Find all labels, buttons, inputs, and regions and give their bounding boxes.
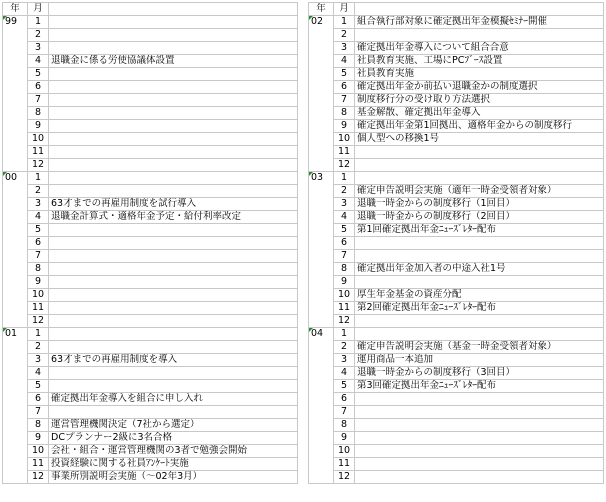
event-cell[interactable]: 第3回確定拠出年金ﾆｭｰｽﾞﾚﾀｰ配布 (355, 380, 604, 393)
month-cell[interactable]: 9 (28, 276, 49, 289)
table-row (3, 419, 298, 432)
year-cell[interactable]: 03 (309, 172, 334, 328)
table-row (3, 172, 298, 185)
table-row (309, 432, 604, 445)
month-cell[interactable]: 9 (28, 432, 49, 445)
event-cell[interactable]: 退職一時金からの制度移行（2回目） (355, 211, 604, 224)
year-cell[interactable]: 04 (309, 328, 334, 484)
event-cell[interactable] (49, 120, 298, 133)
table-row (3, 250, 298, 263)
event-cell[interactable]: 63才までの再雇用制度を試行導入 (49, 198, 298, 211)
event-cell[interactable] (49, 42, 298, 55)
table-row (309, 68, 604, 81)
table-row (309, 263, 604, 276)
month-cell[interactable]: 7 (334, 250, 355, 263)
event-cell[interactable] (49, 237, 298, 250)
table-row (3, 471, 298, 484)
event-cell[interactable]: 確定拠出年金導入について組合合意 (355, 42, 604, 55)
year-cell[interactable]: 01 (3, 328, 28, 484)
month-cell[interactable]: 2 (334, 29, 355, 42)
table-row (309, 354, 604, 367)
table-row (3, 16, 298, 29)
month-cell[interactable]: 2 (28, 341, 49, 354)
month-cell[interactable]: 11 (334, 458, 355, 471)
table-row (3, 432, 298, 445)
table-row (309, 185, 604, 198)
table-row (3, 146, 298, 159)
event-cell[interactable]: 退職一時金からの制度移行（1回目） (355, 198, 604, 211)
year-group (309, 16, 604, 172)
month-cell[interactable]: 6 (334, 81, 355, 94)
event-cell[interactable] (49, 276, 298, 289)
left-timeline-table (2, 2, 298, 484)
month-header: 月 (334, 3, 355, 16)
event-cell[interactable]: 社員教育実施、工場にPCﾌﾞｰｽ設置 (355, 55, 604, 68)
event-cell[interactable]: 投資経験に関する社員ｱﾝｹｰﾄ実施 (49, 458, 298, 471)
month-cell[interactable]: 5 (28, 68, 49, 81)
table-row (309, 107, 604, 120)
table-row (309, 458, 604, 471)
event-cell[interactable] (49, 367, 298, 380)
table-row (309, 120, 604, 133)
table-row (3, 380, 298, 393)
event-cell[interactable]: 運用商品一本追加 (355, 354, 604, 367)
table-row (309, 445, 604, 458)
event-cell[interactable]: 確定拠出年金導入を組合に申し入れ (49, 393, 298, 406)
month-cell[interactable]: 2 (28, 29, 49, 42)
table-row (309, 237, 604, 250)
month-cell[interactable]: 1 (334, 16, 355, 29)
month-cell[interactable]: 11 (28, 146, 49, 159)
month-cell[interactable]: 11 (28, 302, 49, 315)
table-row (309, 289, 604, 302)
event-cell[interactable] (49, 250, 298, 263)
event-cell[interactable]: 運営管理機関決定（7社から選定） (49, 419, 298, 432)
table-row (309, 341, 604, 354)
month-cell[interactable]: 6 (28, 81, 49, 94)
event-cell[interactable]: 制度移行分の受け取り方法選択 (355, 94, 604, 107)
event-cell[interactable]: 確定申告説明会実施（適年一時金受領者対象） (355, 185, 604, 198)
table-row (309, 367, 604, 380)
month-cell[interactable]: 9 (334, 276, 355, 289)
month-cell[interactable]: 3 (334, 198, 355, 211)
table-row (309, 393, 604, 406)
month-cell[interactable]: 3 (334, 42, 355, 55)
table-row (309, 198, 604, 211)
month-cell[interactable]: 5 (28, 224, 49, 237)
event-cell[interactable]: 基金解散、確定拠出年金導入 (355, 107, 604, 120)
month-cell[interactable]: 2 (28, 185, 49, 198)
month-cell[interactable]: 8 (334, 107, 355, 120)
event-cell[interactable] (355, 445, 604, 458)
month-cell[interactable]: 8 (28, 263, 49, 276)
year-cell[interactable]: 00 (3, 172, 28, 328)
event-header (49, 3, 298, 16)
month-cell[interactable]: 1 (28, 328, 49, 341)
month-cell[interactable]: 5 (334, 68, 355, 81)
event-cell[interactable]: 確定拠出年金第1回拠出、適格年金からの制度移行 (355, 120, 604, 133)
month-cell[interactable]: 7 (28, 94, 49, 107)
event-cell[interactable]: 確定申告説明会実施（基金一時金受領者対象） (355, 341, 604, 354)
event-cell[interactable] (49, 133, 298, 146)
month-cell[interactable]: 6 (334, 393, 355, 406)
month-cell[interactable]: 4 (28, 367, 49, 380)
event-cell[interactable] (49, 107, 298, 120)
month-cell[interactable]: 12 (334, 315, 355, 328)
event-cell[interactable] (49, 68, 298, 81)
table-row (3, 263, 298, 276)
month-cell[interactable]: 7 (28, 406, 49, 419)
event-cell[interactable] (355, 172, 604, 185)
month-cell[interactable]: 4 (28, 55, 49, 68)
event-cell[interactable] (355, 432, 604, 445)
event-cell[interactable]: 会社・組合・運営管理機関の3者で勉強会開始 (49, 445, 298, 458)
month-cell[interactable]: 3 (334, 354, 355, 367)
month-cell[interactable]: 10 (28, 445, 49, 458)
month-cell[interactable]: 11 (334, 302, 355, 315)
event-cell[interactable] (49, 328, 298, 341)
table-row (309, 250, 604, 263)
event-cell[interactable] (49, 159, 298, 172)
month-header: 月 (28, 3, 49, 16)
table-row (3, 367, 298, 380)
event-cell[interactable]: 退職一時金からの制度移行（3回目） (355, 367, 604, 380)
event-cell[interactable]: 第1回確定拠出年金ﾆｭｰｽﾞﾚﾀｰ配布 (355, 224, 604, 237)
event-cell[interactable] (49, 289, 298, 302)
table-row (3, 68, 298, 81)
table-row (309, 380, 604, 393)
year-cell[interactable]: 99 (3, 16, 28, 172)
table-row (3, 393, 298, 406)
event-cell[interactable] (49, 302, 298, 315)
event-cell[interactable] (355, 29, 604, 42)
month-cell[interactable]: 8 (334, 419, 355, 432)
table-row (309, 211, 604, 224)
event-cell[interactable] (49, 94, 298, 107)
table-row (3, 328, 298, 341)
month-cell[interactable]: 12 (334, 471, 355, 484)
month-cell[interactable]: 6 (28, 237, 49, 250)
month-cell[interactable]: 5 (334, 380, 355, 393)
table-row (309, 42, 604, 55)
table-row (309, 146, 604, 159)
month-cell[interactable]: 5 (28, 380, 49, 393)
table-row (309, 419, 604, 432)
year-header: 年 (309, 3, 334, 16)
month-cell[interactable]: 7 (28, 250, 49, 263)
event-cell[interactable]: 退職金に係る労使協議体設置 (49, 55, 298, 68)
month-cell[interactable]: 9 (334, 432, 355, 445)
month-cell[interactable]: 3 (28, 42, 49, 55)
table-row (309, 159, 604, 172)
table-row (309, 315, 604, 328)
table-row (309, 16, 604, 29)
table-row (3, 406, 298, 419)
table-row (3, 276, 298, 289)
table-row (3, 289, 298, 302)
month-cell[interactable]: 8 (334, 263, 355, 276)
month-cell[interactable]: 2 (334, 341, 355, 354)
month-cell[interactable]: 11 (334, 146, 355, 159)
table-row (309, 302, 604, 315)
month-cell[interactable]: 10 (334, 445, 355, 458)
month-cell[interactable]: 6 (334, 237, 355, 250)
table-row (3, 94, 298, 107)
table-row (309, 29, 604, 42)
event-cell[interactable] (355, 276, 604, 289)
month-cell[interactable]: 2 (334, 185, 355, 198)
table-row (3, 354, 298, 367)
event-cell[interactable] (49, 172, 298, 185)
event-cell[interactable] (49, 263, 298, 276)
event-cell[interactable]: 組合執行部対象に確定拠出年金模擬ｾﾐﾅｰ開催 (355, 16, 604, 29)
table-row (3, 211, 298, 224)
month-cell[interactable]: 10 (28, 289, 49, 302)
year-group (3, 172, 298, 328)
year-header: 年 (3, 3, 28, 16)
header-row (309, 3, 604, 16)
event-cell[interactable] (49, 146, 298, 159)
table-row (3, 198, 298, 211)
table-row (3, 159, 298, 172)
month-cell[interactable]: 8 (28, 107, 49, 120)
month-cell[interactable]: 10 (334, 133, 355, 146)
event-cell[interactable]: 確定拠出年金か前払い退職金かの制度選択 (355, 81, 604, 94)
event-cell[interactable]: 退職金計算式・適格年金予定・給付利率改定 (49, 211, 298, 224)
month-cell[interactable]: 12 (28, 315, 49, 328)
table-row (3, 55, 298, 68)
event-cell[interactable]: 個人型への移換1号 (355, 133, 604, 146)
month-cell[interactable]: 6 (28, 393, 49, 406)
table-row (3, 224, 298, 237)
event-cell[interactable]: 63才までの再雇用制度を導入 (49, 354, 298, 367)
month-cell[interactable]: 3 (28, 198, 49, 211)
month-cell[interactable]: 10 (334, 289, 355, 302)
event-cell[interactable] (49, 29, 298, 42)
month-cell[interactable]: 4 (334, 211, 355, 224)
table-row (309, 55, 604, 68)
event-cell[interactable] (355, 419, 604, 432)
event-cell[interactable] (355, 406, 604, 419)
year-group (3, 16, 298, 172)
table-row (3, 315, 298, 328)
event-cell[interactable]: 社員教育実施 (355, 68, 604, 81)
table-row (3, 185, 298, 198)
month-cell[interactable]: 1 (334, 172, 355, 185)
table-row (309, 133, 604, 146)
event-cell[interactable] (49, 185, 298, 198)
table-row (309, 172, 604, 185)
month-cell[interactable]: 4 (334, 55, 355, 68)
month-cell[interactable]: 10 (28, 133, 49, 146)
month-cell[interactable]: 4 (28, 211, 49, 224)
table-row (3, 341, 298, 354)
event-cell[interactable] (49, 315, 298, 328)
table-row (309, 94, 604, 107)
table-row (309, 328, 604, 341)
month-cell[interactable]: 5 (334, 224, 355, 237)
event-cell[interactable]: DCプランナー2級に3名合格 (49, 432, 298, 445)
table-row (3, 302, 298, 315)
year-group (3, 328, 298, 484)
table-row (3, 120, 298, 133)
month-cell[interactable]: 12 (28, 159, 49, 172)
month-cell[interactable]: 12 (334, 159, 355, 172)
table-row (3, 237, 298, 250)
event-cell[interactable] (355, 471, 604, 484)
month-cell[interactable]: 1 (28, 16, 49, 29)
event-cell[interactable] (355, 458, 604, 471)
month-cell[interactable]: 11 (28, 458, 49, 471)
month-cell[interactable]: 3 (28, 354, 49, 367)
table-row (3, 107, 298, 120)
event-cell[interactable] (355, 159, 604, 172)
month-cell[interactable]: 12 (28, 471, 49, 484)
header-row (3, 3, 298, 16)
table-row (309, 406, 604, 419)
event-cell[interactable]: 事業所別説明会実施（～02年3月） (49, 471, 298, 484)
event-cell[interactable] (355, 250, 604, 263)
month-cell[interactable]: 9 (28, 120, 49, 133)
month-cell[interactable]: 4 (334, 367, 355, 380)
month-cell[interactable]: 1 (334, 328, 355, 341)
month-cell[interactable]: 1 (28, 172, 49, 185)
event-cell[interactable] (49, 341, 298, 354)
table-row (3, 133, 298, 146)
year-group (309, 172, 604, 328)
table-row (309, 276, 604, 289)
event-cell[interactable] (355, 146, 604, 159)
event-cell[interactable]: 第2回確定拠出年金ﾆｭｰｽﾞﾚﾀｰ配布 (355, 302, 604, 315)
table-row (3, 29, 298, 42)
table-row (3, 42, 298, 55)
table-row (3, 81, 298, 94)
event-cell[interactable] (355, 315, 604, 328)
event-cell[interactable] (355, 328, 604, 341)
right-timeline-table (308, 2, 604, 484)
event-cell[interactable] (355, 237, 604, 250)
event-cell[interactable] (355, 393, 604, 406)
table-row (3, 445, 298, 458)
event-header (355, 3, 604, 16)
table-row (309, 224, 604, 237)
month-cell[interactable]: 7 (334, 94, 355, 107)
event-cell[interactable] (49, 380, 298, 393)
year-cell[interactable]: 02 (309, 16, 334, 172)
table-row (3, 458, 298, 471)
month-cell[interactable]: 7 (334, 406, 355, 419)
month-cell[interactable]: 8 (28, 419, 49, 432)
event-cell[interactable] (49, 16, 298, 29)
month-cell[interactable]: 9 (334, 120, 355, 133)
event-cell[interactable]: 確定拠出年金加入者の中途入社1号 (355, 263, 604, 276)
table-row (309, 81, 604, 94)
year-group (309, 328, 604, 484)
event-cell[interactable] (49, 224, 298, 237)
table-row (309, 471, 604, 484)
event-cell[interactable] (49, 406, 298, 419)
event-cell[interactable]: 厚生年金基金の資産分配 (355, 289, 604, 302)
event-cell[interactable] (49, 81, 298, 94)
